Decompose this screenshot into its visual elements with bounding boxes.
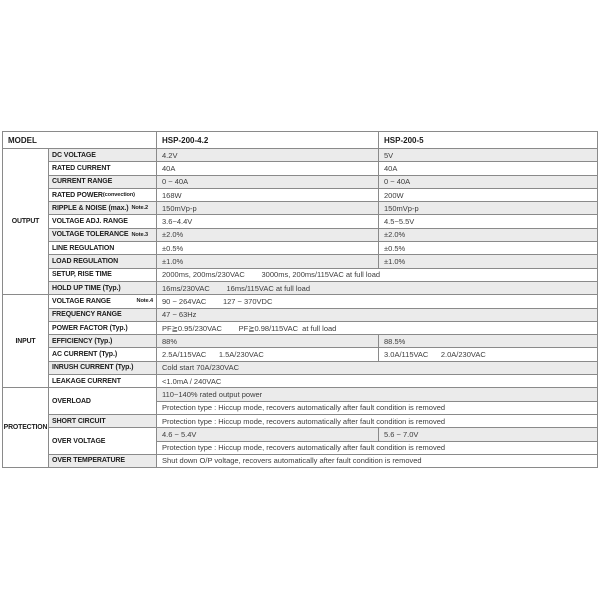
spec-value-col2: 40A	[379, 162, 598, 175]
spec-value-col1: ±1.0%	[157, 255, 379, 268]
spec-note: Note.4	[136, 298, 154, 305]
spec-value-span: 47 ~ 63Hz	[157, 308, 598, 321]
table-row	[3, 348, 598, 361]
spec-label-text: VOLTAGE ADJ. RANGE	[52, 218, 128, 226]
row-label-voltage-tolerance	[49, 228, 157, 241]
spec-value-col1: 2.5A/115VAC 1.5A/230VAC	[157, 348, 379, 361]
table-row	[3, 162, 598, 175]
row-label-rated-current	[49, 162, 157, 175]
spec-value-col2: 0 ~ 40A	[379, 175, 598, 188]
table-row	[3, 335, 598, 348]
spec-label-text: VOLTAGE RANGE	[52, 297, 111, 305]
table-row	[3, 228, 598, 241]
spec-value-span: <1.0mA / 240VAC	[157, 375, 598, 388]
model-column-header-2: HSP-200-5	[379, 132, 598, 149]
datasheet-page	[2, 131, 598, 468]
table-row	[3, 202, 598, 215]
spec-value-span: 110~140% rated output power	[157, 388, 598, 401]
spec-value-col1: 4.6 ~ 5.4V	[157, 428, 379, 441]
spec-value-col1: ±2.0%	[157, 228, 379, 241]
row-label-voltage-range	[49, 295, 157, 308]
spec-value-col1: 40A	[157, 162, 379, 175]
spec-label-text: RATED POWER	[52, 191, 103, 199]
spec-label-text: OVERLOAD	[52, 397, 91, 405]
spec-label-text: SHORT CIRCUIT	[52, 417, 106, 425]
row-label-setup-rise-time	[49, 268, 157, 281]
row-label-over-temperature	[49, 454, 157, 467]
spec-label-text: VOLTAGE TOLERANCE	[52, 231, 129, 239]
row-label-efficiency-typ	[49, 335, 157, 348]
table-row	[3, 388, 598, 401]
spec-value-col2: ±0.5%	[379, 242, 598, 255]
table-row	[3, 414, 598, 427]
spec-label-text: DC VOLTAGE	[52, 151, 96, 159]
table-row	[3, 308, 598, 321]
row-label-voltage-adj-range	[49, 215, 157, 228]
spec-table-body	[3, 149, 598, 468]
section-label-output: OUTPUT	[3, 149, 49, 295]
table-row	[3, 428, 598, 441]
row-label-ac-current-typ	[49, 348, 157, 361]
spec-value-col1: 3.6~4.4V	[157, 215, 379, 228]
spec-label-text: OVER VOLTAGE	[52, 437, 106, 445]
table-row	[3, 188, 598, 201]
spec-value-col1: ±0.5%	[157, 242, 379, 255]
row-label-power-factor-typ	[49, 321, 157, 334]
spec-label-text: POWER FACTOR (Typ.)	[52, 324, 128, 332]
spec-value-span: 90 ~ 264VAC 127 ~ 370VDC	[157, 295, 598, 308]
table-row	[3, 268, 598, 281]
table-row	[3, 281, 598, 294]
spec-value-col1: 150mVp-p	[157, 202, 379, 215]
row-label-short-circuit	[49, 414, 157, 427]
spec-value-col2: 4.5~5.5V	[379, 215, 598, 228]
table-row	[3, 149, 598, 162]
spec-label-text: SETUP, RISE TIME	[52, 271, 112, 279]
spec-label-text: LOAD REGULATION	[52, 258, 119, 266]
model-header-row	[3, 132, 598, 149]
spec-value-span: 16ms/230VAC 16ms/115VAC at full load	[157, 281, 598, 294]
row-label-line-regulation	[49, 242, 157, 255]
row-label-inrush-current-typ	[49, 361, 157, 374]
row-label-hold-up-time-typ	[49, 281, 157, 294]
spec-value-col2: 150mVp-p	[379, 202, 598, 215]
model-header-cell: MODEL	[3, 132, 157, 149]
spec-value-span: Protection type : Hiccup mode, recovers automatically after fault condition is removed	[157, 441, 598, 454]
row-label-load-regulation	[49, 255, 157, 268]
table-row	[3, 215, 598, 228]
spec-value-col1: 4.2V	[157, 149, 379, 162]
row-label-leakage-current	[49, 375, 157, 388]
spec-value-col2: ±2.0%	[379, 228, 598, 241]
row-label-over-voltage	[49, 428, 157, 455]
spec-value-col1: 88%	[157, 335, 379, 348]
table-row	[3, 255, 598, 268]
spec-value-span: Shut down O/P voltage, recovers automatically after fault condition is removed	[157, 454, 598, 467]
spec-value-col2: 88.5%	[379, 335, 598, 348]
table-row	[3, 454, 598, 467]
spec-value-span: Protection type : Hiccup mode, recovers automatically after fault condition is removed	[157, 401, 598, 414]
spec-label-text: LEAKAGE CURRENT	[52, 377, 121, 385]
spec-label-text: AC CURRENT (Typ.)	[52, 351, 118, 359]
spec-value-span: Cold start 70A/230VAC	[157, 361, 598, 374]
spec-value-col2: ±1.0%	[379, 255, 598, 268]
table-row	[3, 295, 598, 308]
table-row	[3, 321, 598, 334]
spec-label-text: OVER TEMPERATURE	[52, 457, 125, 465]
row-label-ripple-noise-max	[49, 202, 157, 215]
spec-label-text: INRUSH CURRENT (Typ.)	[52, 364, 134, 372]
spec-note: Note.2	[131, 205, 148, 212]
spec-value-col2: 5.6 ~ 7.0V	[379, 428, 598, 441]
spec-value-col2: 5V	[379, 149, 598, 162]
spec-table	[2, 131, 598, 468]
table-row	[3, 361, 598, 374]
spec-label-text: EFFICIENCY (Typ.)	[52, 337, 113, 345]
spec-label-text: RIPPLE & NOISE (max.)	[52, 204, 129, 212]
spec-value-span: 2000ms, 200ms/230VAC 3000ms, 200ms/115VAC at full load	[157, 268, 598, 281]
spec-label-text: FREQUENCY RANGE	[52, 311, 122, 319]
section-label-input: INPUT	[3, 295, 49, 388]
row-label-frequency-range	[49, 308, 157, 321]
spec-label-text: RATED CURRENT	[52, 164, 111, 172]
row-label-rated-power	[49, 188, 157, 201]
spec-label-text: HOLD UP TIME (Typ.)	[52, 284, 121, 292]
spec-value-col2: 200W	[379, 188, 598, 201]
spec-value-span: PF≧0.95/230VAC PF≧0.98/115VAC at full load	[157, 321, 598, 334]
table-row	[3, 375, 598, 388]
spec-value-col2: 3.0A/115VAC 2.0A/230VAC	[379, 348, 598, 361]
row-label-dc-voltage	[49, 149, 157, 162]
spec-value-col1: 168W	[157, 188, 379, 201]
section-label-protection: PROTECTION	[3, 388, 49, 468]
spec-label-small-text: (convection)	[102, 192, 135, 199]
model-column-header-1: HSP-200-4.2	[157, 132, 379, 149]
spec-value-col1: 0 ~ 40A	[157, 175, 379, 188]
spec-value-span: Protection type : Hiccup mode, recovers automatically after fault condition is removed	[157, 414, 598, 427]
spec-label-text: LINE REGULATION	[52, 244, 115, 252]
row-label-overload	[49, 388, 157, 415]
table-row	[3, 242, 598, 255]
spec-label-text: CURRENT RANGE	[52, 178, 113, 186]
table-row	[3, 175, 598, 188]
spec-note: Note.3	[131, 231, 148, 238]
row-label-current-range	[49, 175, 157, 188]
